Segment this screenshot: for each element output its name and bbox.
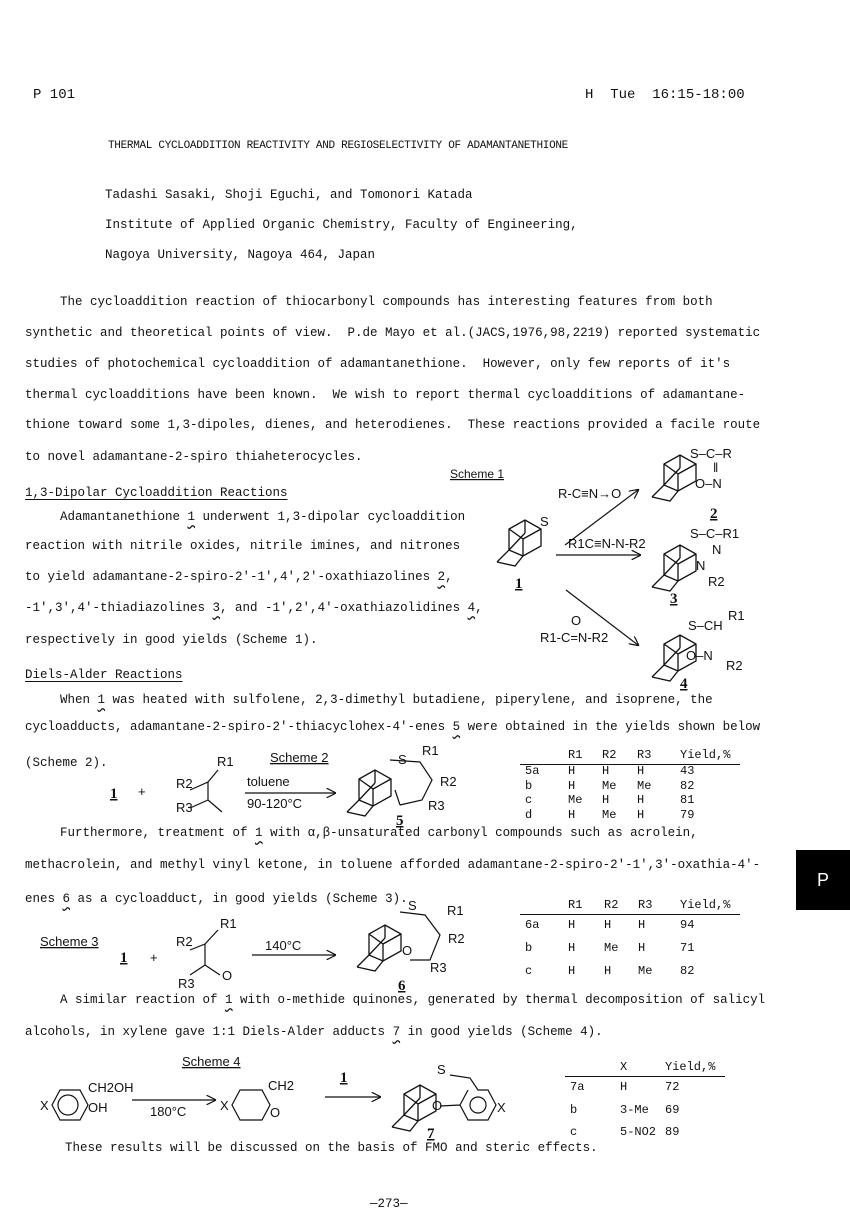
product-5-r1: R1: [422, 743, 439, 758]
product-2-bottom: O–N: [695, 476, 722, 491]
table-cell: H: [568, 764, 576, 778]
scheme-3-temperature: 140°C: [265, 938, 302, 953]
product-4-r1: R1: [728, 608, 745, 623]
table-rule: [520, 764, 740, 765]
compound-label-5: 5: [396, 813, 404, 829]
text-segment: in good yields (Scheme 4).: [400, 1025, 603, 1039]
scheme-2-title: Scheme 2: [270, 750, 329, 765]
scheme-4-reagent: 1: [340, 1070, 348, 1086]
table-cell: b: [570, 1102, 578, 1117]
plus-sign: +: [138, 784, 146, 799]
diene-r1: R1: [217, 754, 234, 769]
table-cell: H: [568, 918, 576, 932]
table-cell: H: [568, 941, 576, 955]
compound-label-4: 4: [680, 676, 688, 692]
text-segment: , and -1',2',4'-oxathiazolidines: [220, 601, 468, 615]
text-segment: A similar reaction of: [60, 993, 226, 1007]
table-cell: Me: [604, 941, 619, 955]
table-header: Yield,%: [680, 898, 731, 912]
session-time: H Tue 16:15-18:00: [585, 87, 745, 103]
table-cell: 82: [680, 964, 695, 978]
paper-title: THERMAL CYCLOADDITION REACTIVITY AND REGIOSELECTIVITY OF ADAMANTANETHIONE: [108, 140, 568, 152]
product-3-top: S–C–R1: [690, 526, 740, 541]
text-segment: alcohols, in xylene gave 1:1 Diels-Alder adducts: [25, 1025, 393, 1039]
scheme-3-title: Scheme 3: [40, 934, 99, 949]
text-segment: The cycloaddition reaction of thiocarbonyl compounds has interesting features from both: [60, 295, 713, 309]
compound-label-2: 2: [710, 506, 718, 522]
table-cell: H: [568, 807, 576, 822]
enone-oxygen: O: [222, 968, 233, 983]
table-header: R2: [602, 748, 617, 762]
product-5-sulfur: S: [398, 752, 407, 767]
table-cell: Me: [602, 807, 617, 822]
product-7-sulfur: S: [437, 1062, 446, 1077]
compound-label-6: 6: [398, 978, 406, 994]
compound-number: 5: [452, 720, 461, 734]
scheme-2-temperature: 90-120°C: [247, 796, 303, 811]
scheme-3-reactant: 1: [120, 950, 128, 966]
table-cell: 89: [665, 1125, 680, 1139]
table-cell: 82: [680, 778, 695, 793]
table-cell: 72: [665, 1080, 680, 1094]
table-cell: 5-NO2: [620, 1125, 657, 1139]
table-header: R1: [568, 898, 583, 912]
product-4-top: S–CH: [688, 618, 723, 633]
product-2-top: S–C–R: [690, 446, 732, 461]
table-cell: H: [637, 764, 645, 778]
product-5-r3: R3: [428, 798, 445, 813]
table-cell: H: [637, 793, 645, 807]
quinone-ch2: CH2: [268, 1078, 295, 1093]
product-3-bottom: N: [696, 558, 706, 573]
product-7-x: X: [497, 1100, 506, 1115]
table-cell: H: [638, 918, 646, 932]
text-segment: ,: [445, 570, 453, 584]
table-cell: Me: [638, 964, 653, 978]
table-cell: 69: [665, 1102, 680, 1117]
compound-number: 1: [225, 993, 233, 1007]
table-rule: [520, 914, 740, 915]
table-cell: c: [570, 1125, 578, 1139]
table-cell: b: [525, 778, 533, 793]
product-6-r2: R2: [448, 931, 465, 946]
quinone-x: X: [220, 1098, 229, 1113]
scheme-4-title: Scheme 4: [182, 1054, 241, 1069]
table-cell: H: [638, 941, 646, 955]
table-header: Yield,%: [665, 1060, 716, 1074]
plus-sign: +: [150, 950, 158, 965]
table-cell: Me: [602, 778, 617, 793]
text-segment: ,: [475, 601, 483, 615]
product-6-sulfur: S: [408, 898, 417, 913]
table-cell: 7a: [570, 1080, 585, 1094]
product-3-sub: R2: [708, 574, 725, 589]
text-segment: were obtained in the yields shown below: [460, 720, 761, 734]
product-6-oxygen: O: [402, 943, 413, 958]
text-segment: Adamantanethione: [60, 510, 188, 524]
compound-number: 1: [255, 826, 263, 840]
compound-number: 4: [467, 601, 476, 615]
salicyl-ch2oh: CH2OH: [88, 1080, 134, 1095]
affiliation-line-2: Nagoya University, Nagoya 464, Japan: [105, 248, 376, 262]
text-segment: These results will be discussed on the basis of FMO and steric effects.: [65, 1141, 598, 1155]
affiliation-line-1: Institute of Applied Organic Chemistry, Faculty of Engineering,: [105, 218, 578, 232]
text-segment: Furthermore, treatment of: [60, 826, 256, 840]
enone-r2: R2: [176, 934, 193, 949]
scheme-4-temperature: 180°C: [150, 1104, 187, 1119]
compound-number: 1: [187, 510, 196, 524]
table-cell: 3-Me: [620, 1102, 649, 1117]
reagent-nitrile-oxide: R-C≡N→O: [558, 486, 622, 501]
text-segment: with α,β-unsaturated carbonyl compounds such as acrolein,: [262, 826, 698, 840]
text-segment: methacrolein, and methyl vinyl ketone, in toluene afforded adamantane-2-spiro-2'-1',3'-oxathia-4'-: [25, 858, 761, 872]
sulfur-atom: S: [540, 514, 549, 529]
table-header: R1: [568, 748, 583, 762]
table-cell: H: [568, 778, 576, 793]
text-segment: as a cycloadduct, in good yields (Scheme 3).: [70, 892, 408, 906]
text-segment: studies of photochemical cycloaddition of adamantanethione. However, only few reports of it's: [25, 357, 731, 371]
text-segment: cycloadducts, adamantane-2-spiro-2'-thiacyclohex-4'-enes: [25, 720, 453, 734]
scheme-1-title: Scheme 1: [450, 467, 505, 481]
table-cell: H: [604, 964, 612, 978]
section-heading-diels-alder: Diels-Alder Reactions: [25, 668, 183, 682]
compound-number: 3: [212, 601, 221, 615]
table-rule: [565, 1076, 725, 1077]
compound-label-1: 1: [515, 576, 523, 592]
salicyl-x: X: [40, 1098, 49, 1113]
diene-r2: R2: [176, 776, 193, 791]
table-cell: c: [525, 964, 533, 978]
table-cell: H: [602, 764, 610, 778]
product-3-mid: N: [712, 542, 722, 557]
table-cell: H: [637, 807, 645, 822]
compound-number: 2: [437, 570, 446, 584]
reagent-nitrone: R1-C=N-R2: [540, 630, 609, 645]
table-cell: d: [525, 807, 533, 822]
text-segment: respectively in good yields (Scheme 1).: [25, 633, 318, 647]
compound-number: 6: [62, 892, 71, 906]
enone-r3: R3: [178, 976, 195, 991]
text-segment: reaction with nitrile oxides, nitrile imines, and nitrones: [25, 539, 461, 553]
table-cell: Me: [637, 778, 652, 793]
enone-r1: R1: [220, 916, 237, 931]
text-segment: -1',3',4'-thiadiazolines: [25, 601, 213, 615]
scheme-2-reactant: 1: [110, 786, 118, 802]
text-segment: with o-methide quinones, generated by thermal decomposition of salicyl: [232, 993, 766, 1007]
scheme-2-solvent: toluene: [247, 774, 290, 789]
page-number: —273—: [370, 1197, 408, 1211]
table-cell: 5a: [525, 764, 540, 778]
text-segment: thermal cycloadditions have been known. We wish to report thermal cycloadditions of adamantane-: [25, 388, 746, 402]
table-cell: 94: [680, 918, 695, 932]
table-cell: 81: [680, 793, 695, 807]
table-header: R2: [604, 898, 619, 912]
product-5-r2: R2: [440, 774, 457, 789]
reagent-nitrile-imine: R1C≡N-N-R2: [568, 536, 646, 551]
page-code: P 101: [33, 87, 76, 103]
table-cell: H: [602, 793, 610, 807]
table-header: X: [620, 1060, 628, 1074]
salicyl-oh: OH: [88, 1100, 108, 1115]
table-cell: H: [568, 964, 576, 978]
table-header: Yield,%: [680, 748, 731, 762]
text-segment: to yield adamantane-2-spiro-2'-1',4',2'-oxathiazolines: [25, 570, 438, 584]
table-cell: c: [525, 793, 533, 807]
product-6-r1: R1: [447, 903, 464, 918]
reagent-nitrone-oxygen: O: [571, 613, 582, 628]
text-segment: When: [60, 693, 98, 707]
section-heading-dipolar: 1,3-Dipolar Cycloaddition Reactions: [25, 486, 288, 500]
table-header: R3: [637, 748, 652, 762]
product-7-oxygen: O: [432, 1098, 443, 1113]
table-cell: H: [620, 1080, 628, 1094]
quinone-oxygen: O: [270, 1105, 281, 1120]
table-cell: H: [604, 918, 612, 932]
table-header: R3: [638, 898, 653, 912]
text-segment: (Scheme 2).: [25, 756, 108, 770]
text-segment: was heated with sulfolene, 2,3-dimethyl butadiene, piperylene, and isoprene, the: [105, 693, 713, 707]
table-cell: 6a: [525, 918, 540, 932]
section-tab: P: [796, 850, 850, 910]
table-cell: 71: [680, 941, 695, 955]
compound-number: 7: [392, 1025, 401, 1039]
compound-label-3: 3: [670, 591, 678, 607]
table-cell: Me: [568, 793, 583, 807]
text-segment: to novel adamantane-2-spiro thiaheterocycles.: [25, 450, 363, 464]
diene-r3: R3: [176, 800, 193, 815]
authors: Tadashi Sasaki, Shoji Eguchi, and Tomonori Katada: [105, 188, 473, 202]
product-2-bond: ‖: [713, 460, 719, 475]
compound-label-7: 7: [427, 1126, 435, 1142]
compound-number: 1: [97, 693, 106, 707]
product-6-r3: R3: [430, 960, 447, 975]
table-cell: b: [525, 941, 533, 955]
text-segment: thione toward some 1,3-dipoles, dienes, and heterodienes. These reactions provided a facile route: [25, 418, 761, 432]
table-cell: 43: [680, 764, 695, 778]
table-cell: 79: [680, 807, 695, 822]
text-segment: underwent 1,3-dipolar cycloaddition: [195, 510, 466, 524]
product-4-sub: R2: [726, 658, 743, 673]
text-segment: synthetic and theoretical points of view. P.de Mayo et al.(JACS,1976,98,2219) reported systematic: [25, 326, 761, 340]
product-4-bottom: O–N: [686, 648, 713, 663]
text-segment: enes: [25, 892, 63, 906]
